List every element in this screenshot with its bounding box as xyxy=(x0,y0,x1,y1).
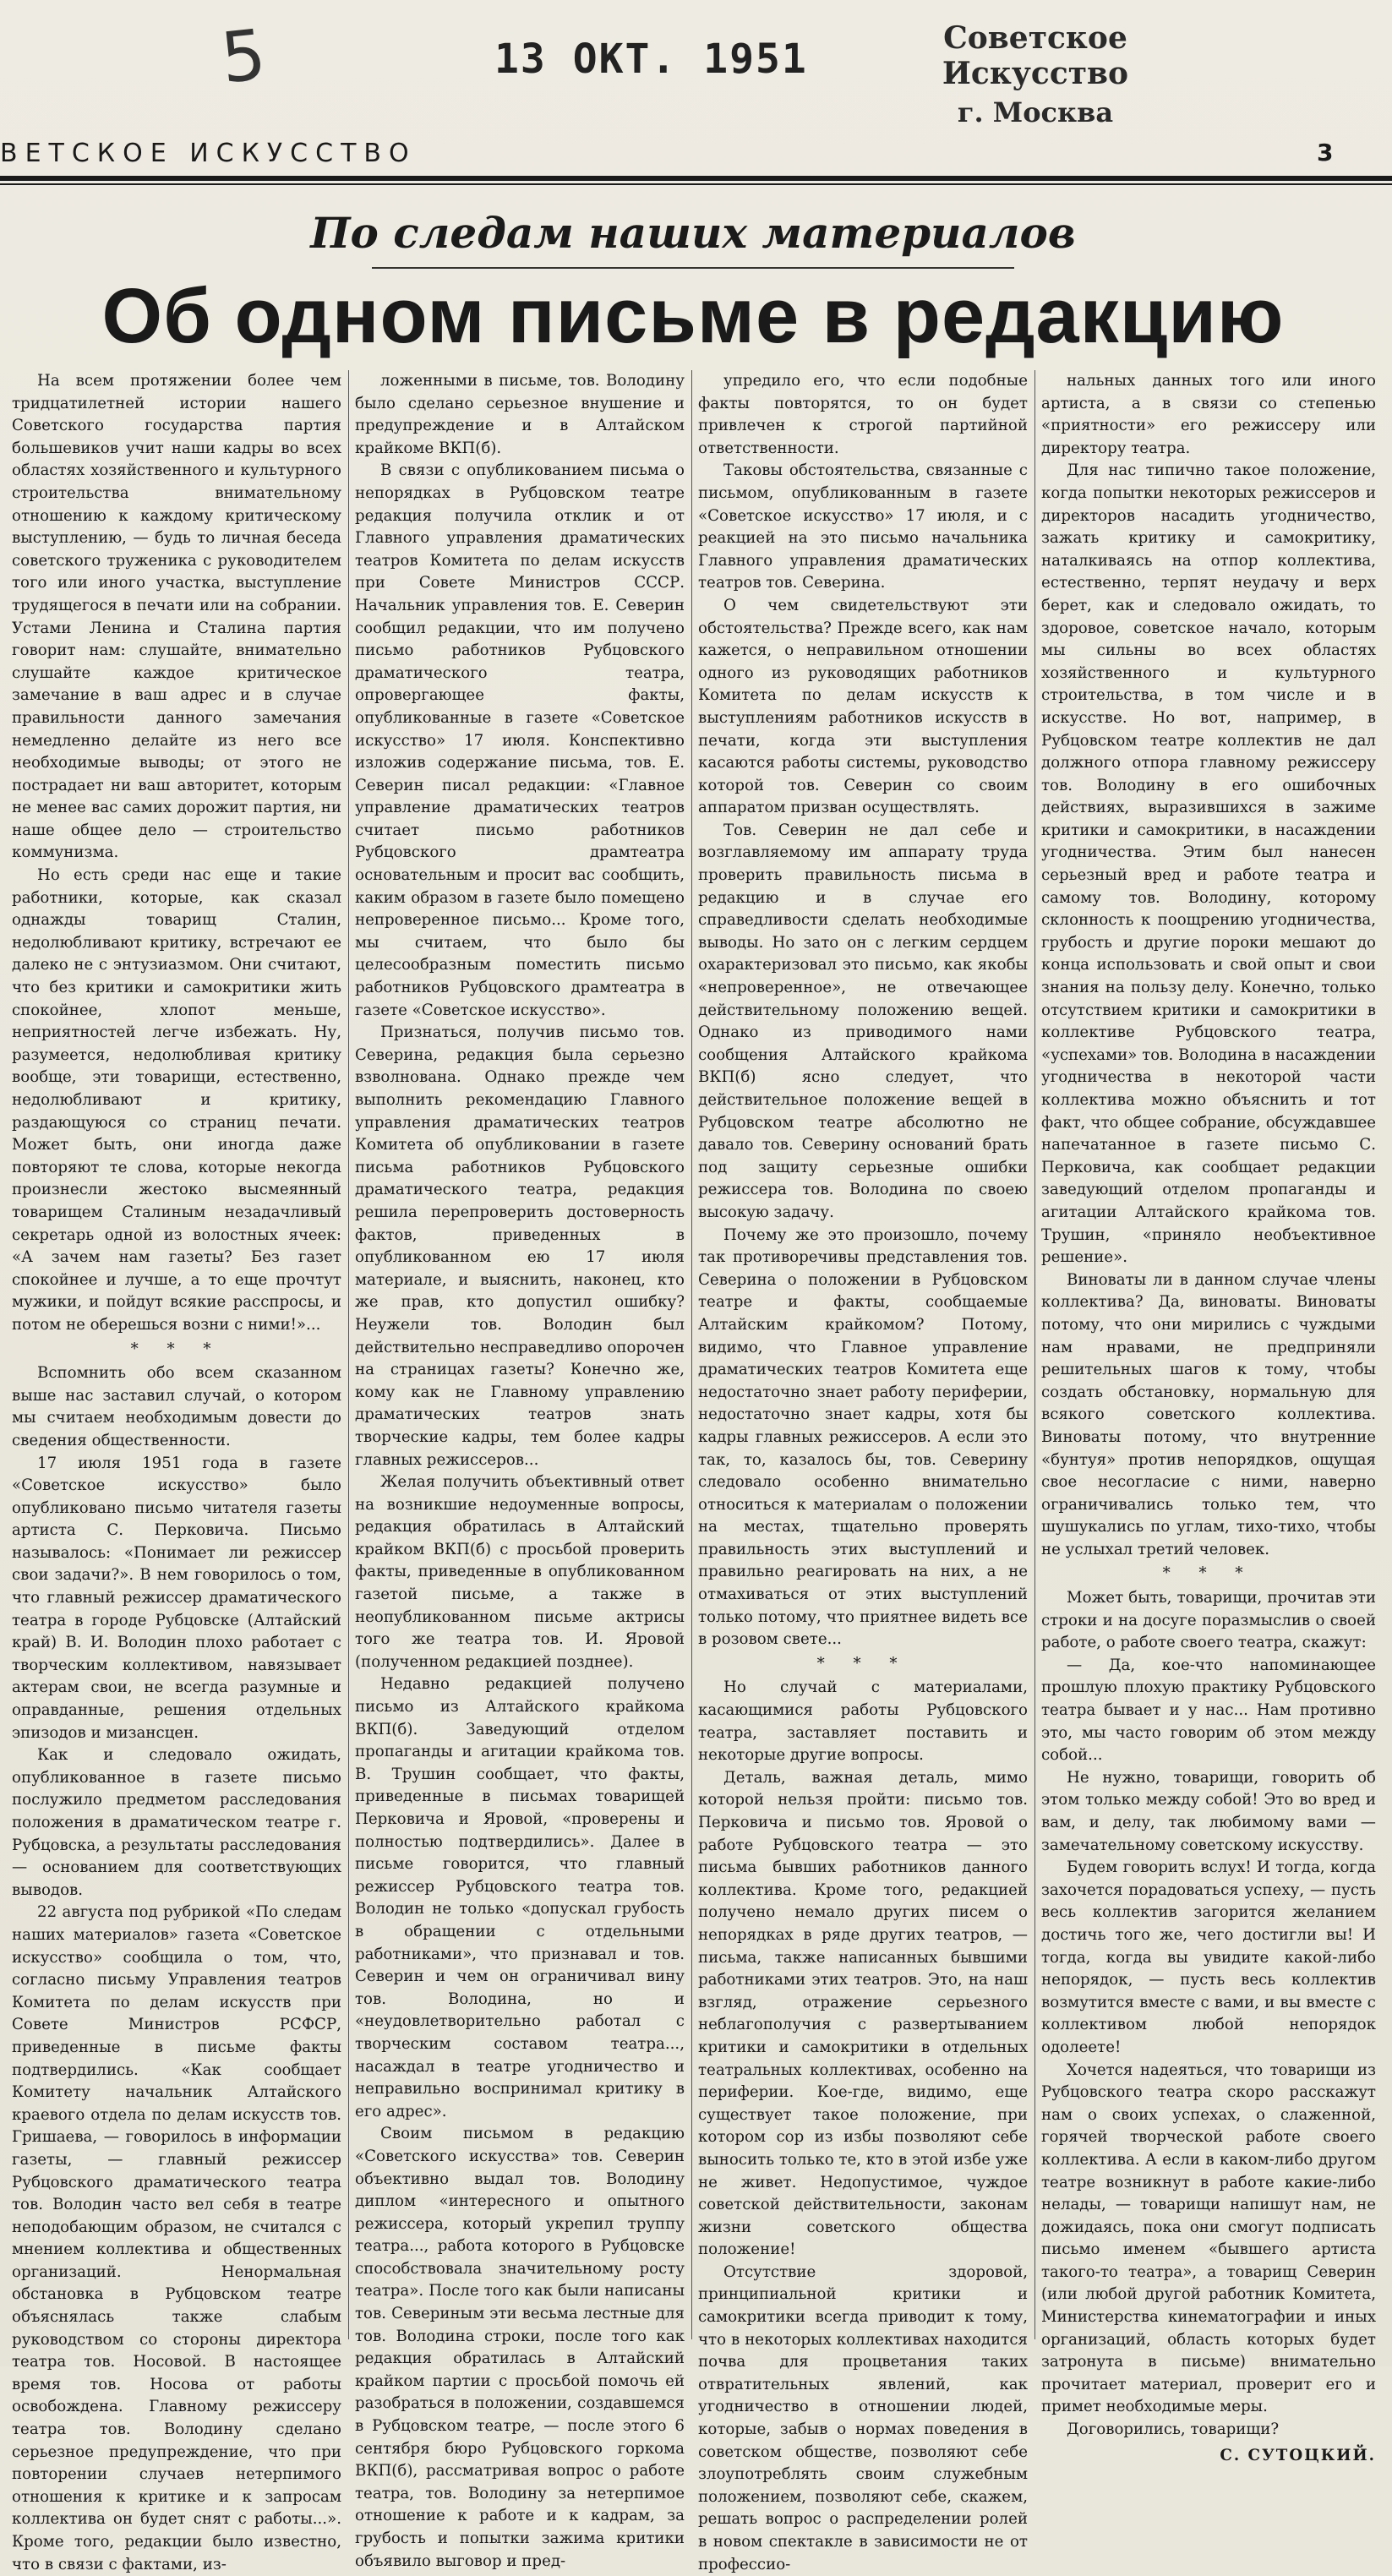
rubric-underline xyxy=(372,267,1014,269)
paragraph: Своим письмом в редакцию «Советского искусства» тов. Северин объективно выдал тов. Володину диплом «интересного и опытного режиссера, который укрепил труппу театра..., работа которого в Рубцовске способствовала значительному росту театра». После того как были написаны тов. Севериным эти весьма лестные для тов. Володина строки, после того как редакция обратилась в Алтайский крайком партии с просьбой помочь ей разобраться в положении, создавшемся в Рубцовском театре, — после этого 6 сентября бюро Рубцовского горкома ВКП(б), рассматривая вопрос о работе театра, тов. Володину за нетерпимое отношение к работе и к кадрам, за грубость и попытки зажима критики объявило выговор и пред- xyxy=(355,2125,685,2570)
header-rule-thick xyxy=(0,176,1392,181)
section-separator: * * * xyxy=(1162,1564,1255,1583)
paragraph: Почему же это произошло, почему так противоречивы представления тов. Северина о положении в Рубцовском театре и факты, сообщаемые Алтайским крайкомом? Потому, видимо, что Главное управление драматических театров Комитета еще недостаточно знает работу периферии, недостаточно знает кадры, хотя бы кадры главных режиссеров. А если это так, то, казалось бы, тов. Северину следовало особенно внимательно относиться к материалам о положении на местах, тщательно проверять правильность этих выступлений и правильно реагировать на них, а не отмахиваться от этих выступлений только потому, что приятнее видеть все в розовом свете... xyxy=(698,1225,1028,1649)
paragraph: ложенными в письме, тов. Володину было сделано серьезное внушение и предупреждение и в Алтайском крайкоме ВКП(б). xyxy=(355,372,685,457)
newspaper-masthead: ВЕТСКОЕ ИСКУССТВО xyxy=(0,139,417,168)
paragraph: Вспомнить обо всем сказанном выше нас заставил случай, о котором мы считаем необходимым довести до сведения общественности. xyxy=(12,1364,341,1449)
paragraph: Договорились, товарищи? xyxy=(1067,2420,1280,2439)
paragraph: Может быть, товарищи, прочитав эти строки и на досуге поразмыслив о своей работе, о работе своего театра, скажут: xyxy=(1041,1589,1376,1652)
article-column-4 xyxy=(1041,370,1376,2464)
date-stamp: 13 ОКТ. 1951 xyxy=(494,35,808,83)
section-separator: * * * xyxy=(816,1654,909,1673)
source-stamp-city: г. Москва xyxy=(957,96,1114,128)
paragraph: 22 августа под рубрикой «По следам наших материалов» газета «Советское искусство» сообщила о том, что, согласно письму Управления театров Комитета по делам искусств при Совете Министров РСФСР, приведенные в письме факты подтвердились. «Как сообщает Комитету начальник Алтайского краевого отдела по делам искусств тов. Гришаева, — говорилось в информации газеты, — главный режиссер Рубцовского драматического театра тов. Володин часто вел себя в театре неподобающим образом, не считался с мнением коллектива и общественных организаций. Ненормальная обстановка в Рубцовском театре объяснялась также слабым руководством со стороны директора театра тов. Носовой. В настоящее время тов. Носова от работы освобождена. Главному режиссеру театра тов. Володину сделано серьезное предупреждение, что при повторении случаев нетерпимого отношения к критике и к запросам коллектива он будет снят с работы...». Кроме того, редакции было известно, что в связи с фактами, из- xyxy=(12,1903,341,2573)
paragraph: Для нас типично такое положение, когда попытки некоторых режиссеров и директоров насадить угодничество, зажать критику и самокритику, наталкиваясь на отпор коллектива, естественно, терпят неудачу и верх берет, как и следовало ожидать, то здоровое, советское начало, которым мы сильны во всех областях хозяйственного и культурного строительства, в том числе и в искусстве. Но вот, например, в Рубцовском театре коллектив не дал должного отпора главному режиссеру тов. Володину в его ошибочных действиях, выразившихся в зажиме критики и самокритики, в насаждении угодничества. Этим был нанесен серьезный вред и работе театра и самому тов. Володину, которому склонность к поощрению угодничества, грубость и другие пороки мешают до конца использовать и свой опыт и свои знания на пользу делу. Конечно, только отсутствием критики и самокритики в коллективе Рубцовского театра, «успехами» тов. Володина в насаждении угодничества в некоторой части коллектива можно объяснить и тот факт, что общее собрание, обсуждавшее напечатанное в газете письмо С. Перковича, как сообщает редакции заведующий отделом пропаганды и агитации Алтайского крайкома тов. Трушин, «приняло необъективное решение». xyxy=(1041,461,1376,1267)
paragraph: Желая получить объективный ответ на возникшие недоуменные вопросы, редакция обратилась в Алтайский крайком ВКП(б) с просьбой проверить факты, приведенные в опубликованном газетой письме, а также в неопубликованном письме актрисы того же театра тов. И. Яровой (полученном редакцией позднее). xyxy=(355,1473,685,1671)
paragraph: Как и следовало ожидать, опубликованное в газете письмо послужило предметом расследования положения в драматическом театре г. Рубцовска, а результаты расследования — основанием для соответствующих выводов. xyxy=(12,1746,341,1899)
page-number: 3 xyxy=(1317,139,1334,166)
article-rubric: По следам наших материалов xyxy=(310,208,1076,258)
paragraph: Будем говорить вслух! И тогда, когда захочется порадоваться успеху, — пусть весь коллектив загорится желанием достичь того же, чего достигли вы! И тогда, когда вы увидите какой-либо непорядок, — пусть весь коллектив возмутится вместе с вами, и вы вместе с коллективом любой непорядок одолеете! xyxy=(1041,1858,1376,2056)
paragraph: нальных данных того или иного артиста, а в связи со степенью «приятности» его режиссеру или директору театра. xyxy=(1041,372,1376,457)
paragraph: Но случай с материалами, касающимися работы Рубцовского театра, заставляет поставить и некоторые другие вопросы. xyxy=(698,1678,1028,1765)
column-divider xyxy=(1034,370,1035,2339)
paragraph: Тов. Северин не дал себе и возглавляемому им аппарату труда проверить правильность письма в редакцию и в случае его справедливости сделать необходимые выводы. Но зато он с легким сердцем охарактеризовал это письмо, как якобы «непроверенное», не отвечающее действительному положению вещей. Однако из приводимого нами сообщения Алтайского крайкома ВКП(б) ясно следует, что действительное положение вещей в Рубцовском театре абсолютно не давало тов. Северину оснований брать под защиту серьезные ошибки режиссера тов. Володина по своею высокую задачу. xyxy=(698,821,1028,1221)
article-headline: Об одном письме в редакцию xyxy=(101,273,1285,359)
paragraph: О чем свидетельствуют эти обстоятельства? Прежде всего, как нам кажется, о неправильном отношении одного из руководящих работников Комитета по делам искусств к выступлениям работников искусств в печати, когда эти выступления касаются работы системы, руководство которой тов. Северин со своим аппаратом призван осуществлять. xyxy=(698,596,1028,817)
source-stamp xyxy=(858,20,1213,128)
paragraph: Но есть среди нас еще и такие работники, которые, как сказал однажды товарищ Сталин, недолюбливают критику, встречают ее далеко не с энтузиазмом. Они считают, что без критики и самокритики жить спокойнее, хлопот меньше, неприятностей легче избежать. Ну, разумеется, недолюбливая критику вообще, эти товарищи, естественно, недолюбливают и критику, раздающуюся со страниц печати. Может быть, они иногда даже повторяют те слова, которые некогда произнесли жестоко высмеянный товарищем Сталиным незадачливый секретарь одной из волостных ячеек: «А зачем нам газеты? Без газет спокойнее и лучше, а то еще прочтут мужики, и пойдут всякие расспросы, и потом не оберешься возни с ними!»... xyxy=(12,866,341,1334)
column-divider xyxy=(348,370,349,2339)
column-divider xyxy=(691,370,692,2339)
paragraph: Виноваты ли в данном случае члены коллектива? Да, виноваты. Виноваты потому, что они мирились с чуждыми нам нравами, не предприняли решительных шагов к тому, чтобы создать обстановку, нормальную для всякого советского коллектива. Виноваты потому, что внутренние «бунтуя» против непорядков, ощущая свое несогласие с ними, наверно ограничивались только тем, что шушукались по углам, тихо-тихо, чтобы не услыхал третий человек. xyxy=(1041,1270,1376,1558)
paragraph: упредило его, что если подобные факты повторятся, то он будет привлечен к строгой партийной ответственности. xyxy=(698,372,1028,457)
header-rule-thin xyxy=(0,183,1392,185)
paragraph: На всем протяжении более чем тридцатилетней истории нашего Советского государства партия большевиков учит наши кадры во всех областях хозяйственного и культурного строительства внимательному отношению к каждому критическому выступлению, — будь то личная беседа советского труженика с руководителем того или иного участка, выступление трудящегося в печати или на собрании. Устами Ленина и Сталина партия говорит нам: слушайте, внимательно слушайте каждое критическое замечание в ваш адрес и в случае правильности данного замечания немедленно делайте из него все необходимые выводы; от этого не пострадает ни ваш авторитет, которым не менее вас самих дорожит партия, ни наше общее дело — строительство коммунизма. xyxy=(12,372,341,862)
handwritten-number: 5 xyxy=(217,14,270,100)
section-separator: * * * xyxy=(130,1340,223,1358)
paragraph: Отсутствие здоровой, принципиальной критики и самокритики всегда приводит к тому, что в некоторых коллективах находится почва для процветания таких отвратительных явлений, как угодничество в отношении людей, которые, забыв о нормах поведения в советском обществе, позволяют себе злоупотреблять своим служебным положением, позволяют себе, скажем, решать вопрос о распределении ролей в новом спектакле в зависимости не от профессио- xyxy=(698,2262,1028,2573)
source-stamp-name: Советское Искусство xyxy=(942,20,1129,91)
paragraph: Не нужно, товарищи, говорить об этом только между собой! Это во вред и вам, и делу, так любимому вами — замечательному советскому искусству. xyxy=(1041,1768,1376,1854)
paragraph: Признаться, получив письмо тов. Северина, редакция была серьезно взволнована. Однако прежде чем выполнить рекомендацию Главного управления драматических театров Комитета об опубликовании в газете письма работников Рубцовского драматического театра, редакция решила перепроверить достоверность фактов, приведенных в опубликованном ею 17 июля материале, и выяснить, наконец, кто же прав, кто допустил ошибку? Неужели тов. Володин был действительно несправедливо опорочен на страницах газеты? Конечно же, кому как не Главному управлению драматических театров знать творческие кадры, тем более кадры главных режиссеров... xyxy=(355,1023,685,1469)
paragraph: 17 июля 1951 года в газете «Советское искусство» было опубликовано письмо читателя газеты артиста С. Перковича. Письмо называлось: «Понимает ли режиссер свои задачи?». В нем говорилось о том, что главный режиссер драматического театра в городе Рубцовске (Алтайский край) В. И. Володин плохо работает с творческим коллективом, навязывает актерам свои, не всегда разумные и оправданные, решения отдельных эпизодов и мизансцен. xyxy=(12,1454,341,1742)
paragraph: — Да, кое-что напоминающее прошлую плохую практику Рубцовского театра бывает и у нас... Нам противно это, мы часто говорим об этом между собой... xyxy=(1041,1656,1376,1765)
paragraph: Хочется надеяться, что товарищи из Рубцовского театра скоро расскажут нам о своих успехах, о слаженной, горячей творческой работе своего коллектива. А если в каком-либо другом театре возникнут в работе какие-либо нелады, — товарищи напишут нам, не дожидаясь, пока они смогут подписать письмо именем «бывшего артиста такого-то театра», а товарищ Северин (или любой другой работник Комитета, Министерства кинематографии и иных организаций, область которых будет затронута в письме) внимательно прочитает материал, проверит его и примет необходимые меры. xyxy=(1041,2060,1376,2416)
paragraph: В связи с опубликованием письма о непорядках в Рубцовском театре редакция получила отклик и от Главного управления драматических театров Комитета по делам искусств при Совете Министров СССР. Начальник управления тов. Е. Северин сообщил редакции, что им получено письмо работников Рубцовского драматического театра, опровергающее факты, опубликованные в газете «Советское искусство» 17 июля. Конспективно изложив содержание письма, тов. Е. Северин писал редакции: «Главное управление драматических театров считает письмо работников Рубцовского драмтеатра основательным и просит вас сообщить, каким образом в газете было помещено непроверенное письмо... Кроме того, мы считаем, что было бы целесообразным поместить письмо работников Рубцовского драмтеатра в газете «Советское искусство». xyxy=(355,461,685,1019)
paragraph: Недавно редакцией получено письмо из Алтайского крайкома ВКП(б). Заведующий отделом пропаганды и агитации крайкома тов. В. Трушин сообщает, что факты, приведенные в письмах товарищей Перковича и Яровой, «проверены и полностью подтвердились». Далее в письме говорится, что главный режиссер Рубцовского театра тов. Володин не только «допускал грубость в обращении с отдельными работниками», что признавал и тов. Северин и чем он ограничивал вину тов. Володина, но и «неудовлетворительно работал с творческим составом театра..., насаждал в театре угодничество и неправильно воспринимал критику в его адрес». xyxy=(355,1675,685,2120)
article-column-1 xyxy=(12,370,341,2573)
paragraph: Деталь, важная деталь, мимо которой нельзя пройти: письмо тов. Перковича и письмо тов. Яровой о работе Рубцовского театра — это письма бывших работников данного коллектива. Кроме того, редакцией получено немало других писем о непорядках в ряде других театров, — письма, также написанных бывшими работниками этих театров. Это, на наш взгляд, отражение серьезного неблагополучия с развертыванием критики и самокритики в отдельных театральных коллективах, особенно на периферии. Кое-где, видимо, еще существует такое положение, при котором сор из избы позволяют себе выносить только те, кто в этой избе уже не живет. Недопустимое, чуждое советской действительности, законам жизни советского общества положение! xyxy=(698,1768,1028,2259)
article-column-3 xyxy=(698,370,1028,2573)
author-signature: С. СУТОЦКИЙ. xyxy=(1220,2446,1376,2464)
article-column-2 xyxy=(355,370,685,2570)
paragraph: Таковы обстоятельства, связанные с письмом, опубликованным в газете «Советское искусство» 17 июля, и с реакцией на это письмо начальника Главного управления драматических театров тов. Северина. xyxy=(698,461,1028,592)
